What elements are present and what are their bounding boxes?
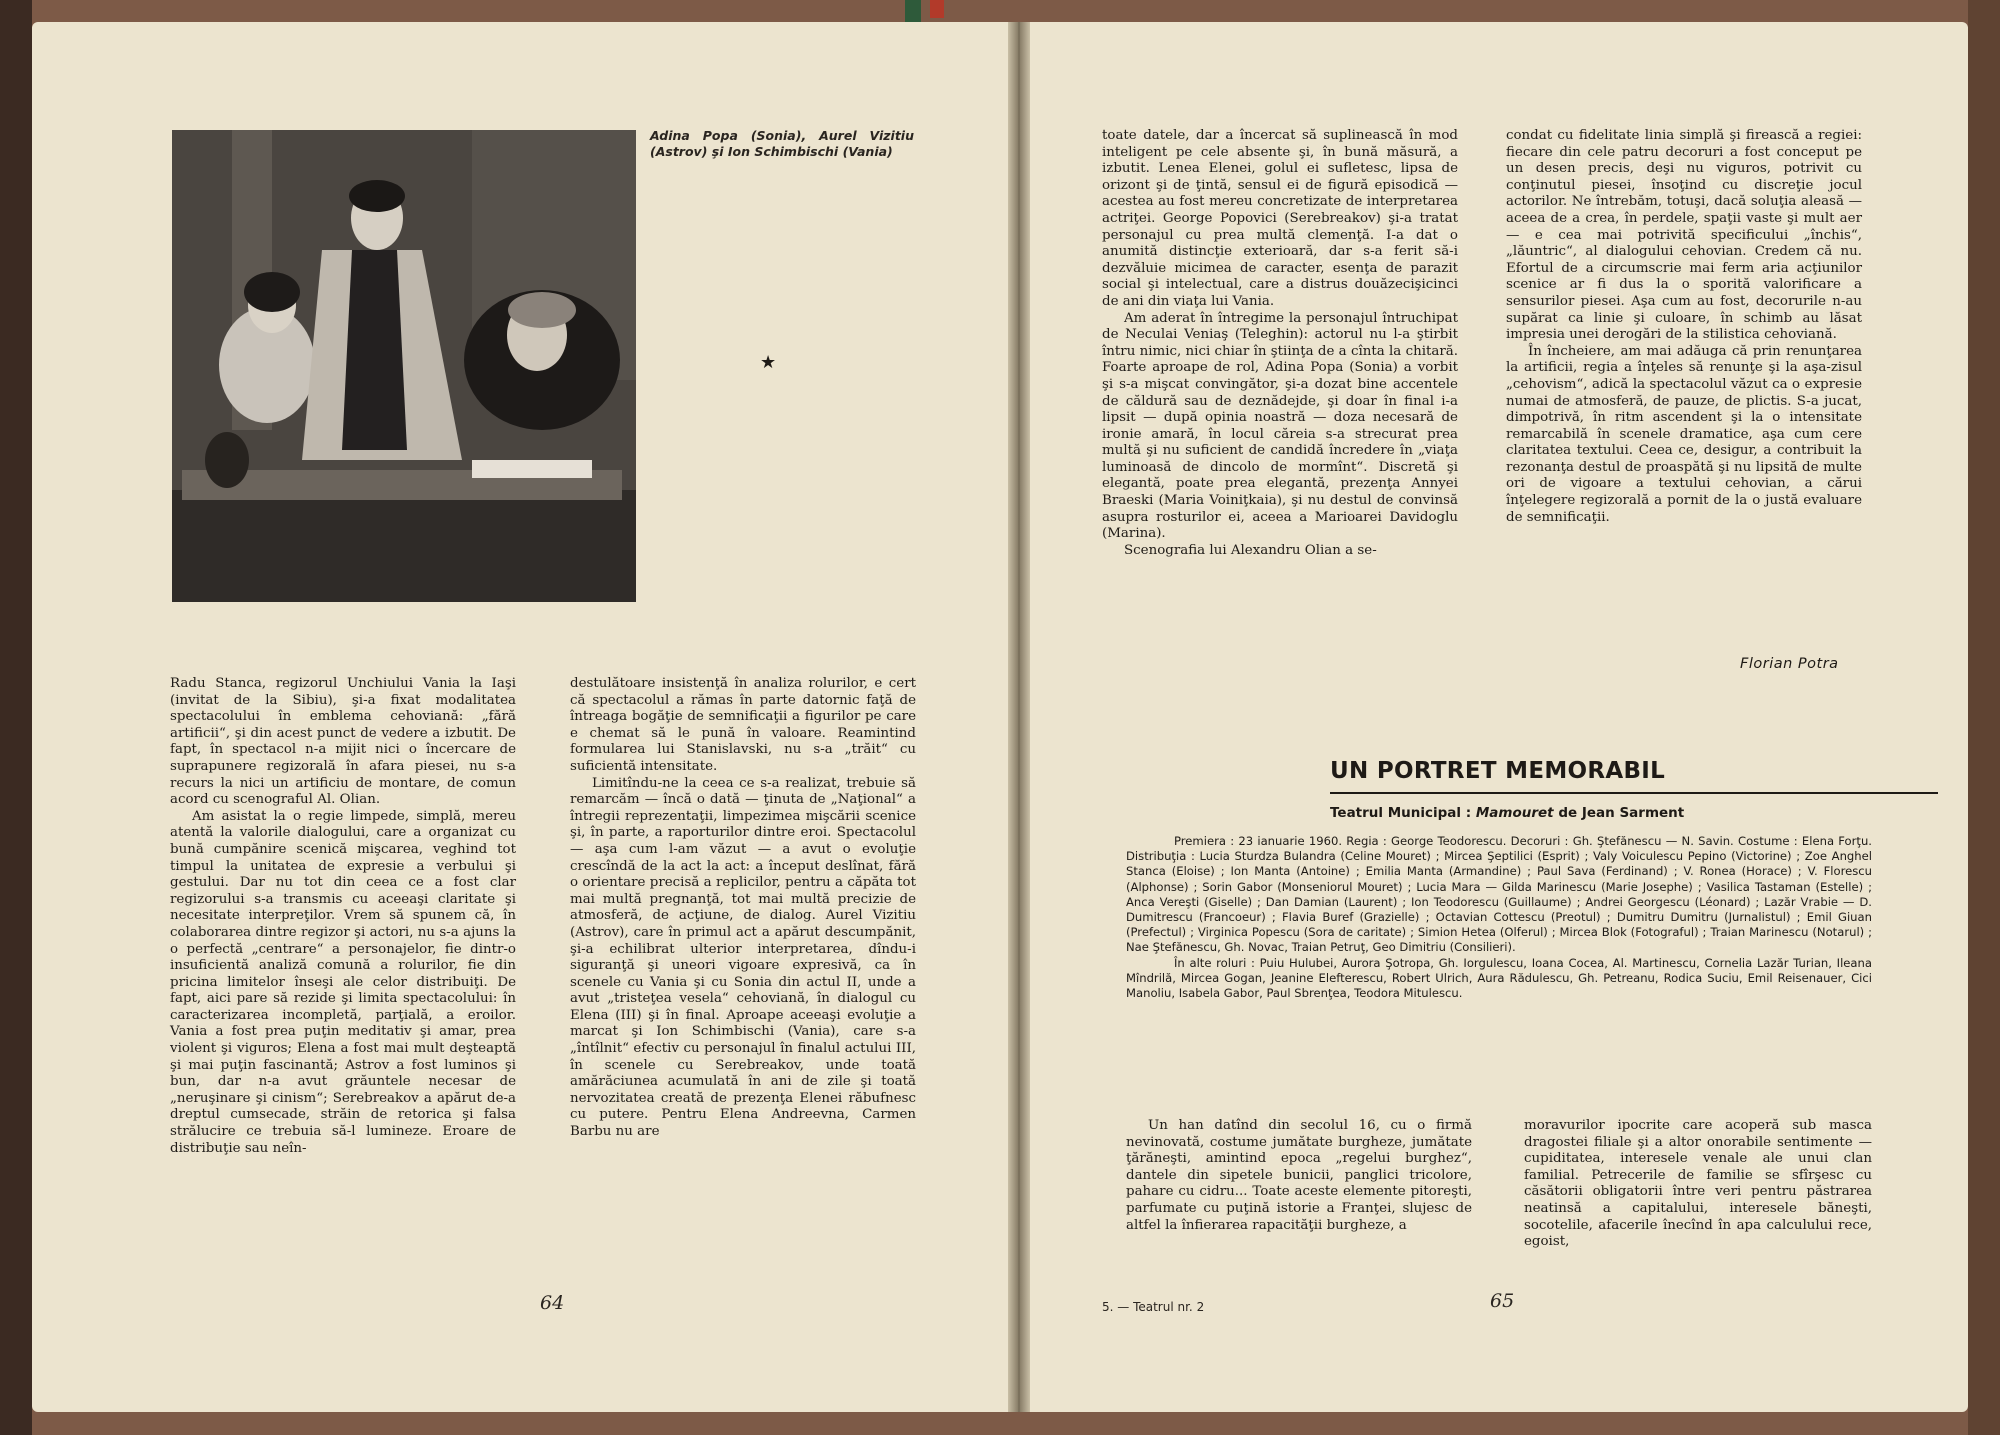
paragraph: Limitîndu-ne la ceea ce s-a realizat, trebuie să remarcăm — încă o dată — ţinuta de „Naţional“ a întregii reprezentaţii, limpezimea mişcării scenice şi, în parte, a raporturilor dintre eroi. Spectacolul — aşa cum l-am văzut — a avut o evoluţie crescîndă de la act la act: a început deslînat, fără o orientare precisă a replicilor, pentru a căpăta tot mai multă pregnanţă, tot mai multă precizie de atmosferă, de acţiune, de dialog. Aurel Vizitiu (Astrov), care în primul act a apărut descumpănit, şi-a echilibrat ulterior interpretarea, dîndu-i siguranţă şi uneori vigoare expresivă, ca în scenele cu Vania şi cu Sonia din actul II, unde a avut „tristeţea vesela“ cehoviană, în dialogul cu Elena (III) şi în final. Aproape aceeaşi evoluţie a marcat şi Ion Schimbischi (Vania), care s-a „întîlnit“ efectiv cu personajul în finalul actului III, în scenele cu Serebreakov, unde toată amărăciunea acumulată în ani de zile şi toată nervozitatea creată de prezenţa Elenei răbufnesc cu putere. Pentru Elena Andreevna, Carmen Barbu nu are (570, 775, 916, 1140)
credits-paragraph: Premiera : 23 ianuarie 1960. Regia : George Teodorescu. Decoruri : Gh. Ştefănescu — N. Savin. Costume : Elena Forţu. Distribuţia : Lucia Sturdza Bulandra (Celine Mouret) ; Mircea Şeptilici (Esprit) ; Valy Voiculescu Pepino (Victorine) ; Zoe Anghel Stanca (Eloise) ; Ion Manta (Antoine) ; Emilia Manta (Armandine) ; Paul Sava (Ferdinand) ; V. Ronea (Horace) ; V. Florescu (Alphonse) ; Sorin Gabor (Monseniorul Mouret) ; Lucia Mara — Gilda Marinescu (Marie Josephe) ; Vasilica Tastaman (Estelle) ; Anca Vereşti (Giselle) ; Dan Damian (Laurent) ; Ion Teodorescu (Guillaume) ; Andrei Georgescu (Léonard) ; Lazăr Vrabie — D. Dumitrescu (Francoeur) ; Flavia Buref (Grazielle) ; Octavian Cottescu (Preotul) ; Dumitru Dumitru (Jurnalistul) ; Emil Giuan (Prefectul) ; Virginica Popescu (Sora de caritate) ; Simion Hetea (Olferul) ; Mircea Blok (Fotograful) ; Traian Marinescu (Notarul) ; Nae Ştefănescu, Gh. Novac, Traian Petruţ, Geo Dimitriu (Consilieri). (1126, 834, 1872, 955)
star-ornament: ★ (760, 352, 777, 373)
book-gutter (1008, 22, 1030, 1412)
paragraph: Scenografia lui Alexandru Olian a se- (1124, 542, 1377, 558)
photo-caption: Adina Popa (Sonia), Aurel Vizitiu (Astrov) şi Ion Schimbischi (Vania) (650, 128, 914, 159)
book-cover-right (1968, 0, 2000, 1435)
left-column-1 (170, 676, 516, 1157)
stage-photo (172, 130, 636, 602)
headline-rule (1330, 792, 1938, 794)
article-author: Florian Potra (1740, 656, 1839, 672)
subhead-author: de Jean Sarment (1558, 805, 1685, 821)
article-subhead (1330, 805, 1684, 821)
paragraph: Am aderat în întregime la personajul întruchipat de Neculai Veniaş (Teleghin): actorul nu l-a ştirbit întru nimic, nici chiar în ştiinţa de a cînta la chitară. Foarte aproape de rol, Adina Popa (Sonia) a vorbit şi s-a mişcat convingător, şi-a dozat bine accentele de căldură sau de deznădejde, şi doar în final i-a lipsit — după opinia noastră — doza necesară de ironie amară, în locul căreia s-a strecurat prea multă şi nu suficient de candidă încredere în „viaţa luminoasă de dincolo de mormînt“. Discretă şi elegantă, poate prea elegantă, prezenţa Annyei Braeski (Maria Voiniţkaia), şi nu destul de convinsă asupra rosturilor ei, aceea a Marioarei Davidoglu (Marina). (1102, 310, 1458, 542)
paragraph: destulătoare insistenţă în analiza rolurilor, e cert că spectacolul a rămas în parte datornic faţă de întreaga bogăţie de semnificaţii a figurilor pe care e chemat să le pună în valoare. Reamintind formularea lui Stanislavski, nu s-a „trăit“ cu suficientă intensitate. (570, 676, 916, 774)
subhead-theatre: Teatrul Municipal : (1330, 805, 1472, 821)
bookmark-ribbon-red (930, 0, 944, 18)
book-cover-left (0, 0, 32, 1435)
paragraph: condat cu fidelitate linia simplă şi firească a regiei: fiecare din cele patru decoruri a fost conceput pe un desen precis, deşi nu viguros, potrivit cu conţinutul piesei, însoţind cu discreţie jocul actorilor. Ne întrebăm, totuşi, dacă soluţia aleasă — aceea de a crea, în perdele, spaţii vaste şi mult aer — e cea mai potrivită specificului „închis“, „lăuntric“, al dialogului cehovian. Credem că nu. Efortul de a circumscrie mai ferm aria acţiunilor scenice ar fi dus la o sporită valorificare a sensurilor piesei. Aşa cum au fost, decorurile n-au supărat ca linie şi culoare, în schimb au lăsat impresia unei derogări de la stilistica cehoviană. (1506, 128, 1862, 343)
paragraph: În încheiere, am mai adăuga că prin renunţarea la artificii, regia a înţeles să renunţe şi la aşa-zisul „cehovism“, adică la spectacolul văzut ca o expresie numai de atmosferă, de pauze, de plictis. S-a jucat, dimpotrivă, în ritm ascendent şi la o intensitate remarcabilă în scenele dramatice, aşa cum cere claritatea textului. Ceea ce, desigur, a contribuit la rezonanţa destul de proaspătă şi nu lipsită de multe ori de vigoare a textului cehovian, a cărui înţelegere regizorală a pornit de la o justă evaluare de semnificaţii. (1506, 343, 1862, 525)
page-footer: 5. — Teatrul nr. 2 (1102, 1300, 1205, 1314)
page-number-right: 65 (1490, 1290, 1515, 1312)
production-credits (1126, 834, 1872, 1001)
stage-photo-illustration (172, 130, 636, 602)
right-column-1 (1102, 128, 1458, 559)
subhead-play-title: Mamouret (1475, 805, 1554, 821)
left-column-2 (570, 676, 916, 1141)
article-headline: UN PORTRET MEMORABIL (1330, 758, 1666, 784)
page-number-left: 64 (540, 1292, 565, 1314)
paragraph: moravurilor ipocrite care acoperă sub masca dragostei filiale şi a altor onorabile sentimente — cupiditatea, interesele venale ale unui clan familial. Petrecerile de familie se sfîrşesc cu căsătorii obligatorii între veri pentru păstrarea neatinsă a capitalului, interesele băneşti, socotelile, afacerile înecînd în apa calculului rece, egoist, (1524, 1118, 1872, 1250)
paragraph: Am asistat la o regie limpede, simplă, mereu atentă la valorile dialogului, care a organizat cu bună cumpănire scenică mişcarea, veghind tot timpul la unitatea de expresie a verbului şi gestului. Dar nu tot din ceea ce a fost clar regizorului s-a transmis cu aceeaşi claritate şi necesitate interpreţilor. Vrem să spunem că, în colaborarea dintre regizor şi actori, nu s-a ajuns la o perfectă „centrare“ a personajelor, fie dintr-o insuficientă analiză comună a rolurilor, fie din pricina limitelor înseşi ale celor distribuiţi. De fapt, aici pare să rezide şi limita spectacolului: în caracterizarea incompletă, parţială, a eroilor. Vania a fost prea puţin meditativ şi amar, prea violent şi viguros; Elena a fost mai mult deşteaptă şi mai puţin fascinantă; Astrov a fost luminos şi bun, dar n-a avut grăuntele necesar de „neruşinare şi cinism“; Serebreakov a apărut de-a dreptul cumsecade, străin de retorica şi falsa strălucire ce trebuia să-l lumineze. Eroare de distribuţie sau neîn- (170, 808, 516, 1156)
paragraph: Un han datînd din secolul 16, cu o firmă nevinovată, costume jumătate burgheze, jumătate ţărăneşti, amintind epoca „regelui burghez“, dantele din sipetele bunicii, panglici tricolore, pahare cu cidru... Toate aceste elemente pitoreşti, parfumate cu puţină istorie a Franţei, slujesc de altfel la înfierarea rapacităţii burgheze, a (1126, 1118, 1472, 1233)
paragraph: Radu Stanca, regizorul Unchiului Vania la Iaşi (invitat de la Sibiu), şi-a fixat modalitatea spectacolului în emblema cehoviană: „fără artificii“, şi din acest punct de vedere a izbutit. De fapt, în spectacol n-a mijit nici o încercare de suprapunere regizorală în afara piesei, nu s-a recurs la nici un artificiu de montare, de comun acord cu scenograful Al. Olian. (170, 676, 516, 808)
right-column-3 (1126, 1118, 1472, 1234)
right-column-2 (1506, 128, 1862, 526)
paragraph: toate datele, dar a încercat să suplinească în mod inteligent pe cele absente şi, în bună măsură, a izbutit. Lenea Elenei, golul ei sufletesc, lipsa de orizont şi de ţintă, sensul ei de figură episodică — acestea au fost mereu concretizate de interpretarea actriţei. George Popovici (Serebreakov) şi-a tratat personajul cu prea multă clemenţă. I-a dat o anumită distincţie exterioară, dar s-a ferit să-i dezvăluie micimea de caracter, esenţa de parazit social şi intelectual, care a distrus douăzecişicinci de ani din viaţa lui Vania. (1102, 128, 1458, 309)
credits-paragraph: În alte roluri : Puiu Hulubei, Aurora Şotropa, Gh. Iorgulescu, Ioana Cocea, Al. Martinescu, Cornelia Lazăr Turian, Ileana Mîndrilă, Mircea Gogan, Jeanine Elefterescu, Robert Ulrich, Aura Rădulescu, Gh. Petreanu, Rodica Suciu, Emil Reisenauer, Cici Manoliu, Isabela Gabor, Paul Sbrenţea, Teodora Mitulescu. (1126, 955, 1872, 1001)
bookmark-ribbon (905, 0, 921, 22)
right-column-4 (1524, 1118, 1872, 1251)
